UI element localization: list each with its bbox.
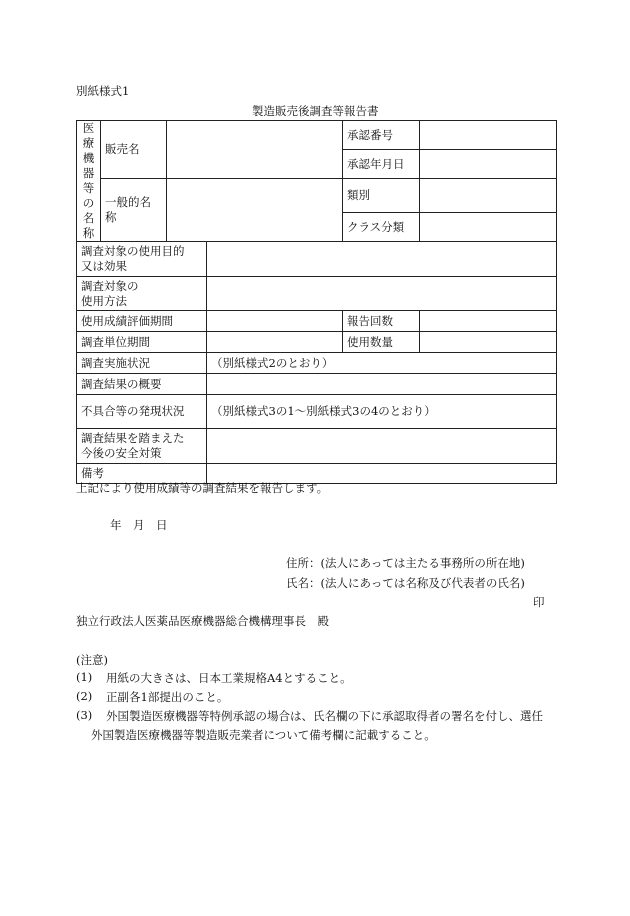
defects-label: 不具合等の発現状況: [77, 395, 207, 429]
status-label: 調査実施状況: [77, 353, 207, 374]
addressee: 独立行政法人医薬品医療機器総合機構理事長 殿: [76, 614, 329, 628]
category-label: 類別: [343, 179, 420, 213]
method-label: 調査対象の 使用方法: [77, 277, 207, 311]
address-line: 住所：(法人にあっては主たる事務所の所在地): [286, 556, 525, 570]
approval-date-value[interactable]: [420, 150, 557, 179]
note-2: 正副各1部提出のこと。: [106, 690, 229, 704]
status-value: （別紙様式2のとおり）: [207, 353, 557, 374]
safety-value[interactable]: [207, 429, 557, 464]
defects-value: （別紙様式3の1～別紙様式3の4のとおり）: [207, 395, 557, 429]
approval-no-label: 承認番号: [343, 121, 420, 150]
summary-value[interactable]: [207, 374, 557, 395]
note-1: 用紙の大きさは、日本工業規格A4とすること。: [106, 671, 352, 685]
note-1-number: (1): [76, 670, 93, 684]
report-count-label: 報告回数: [343, 311, 420, 332]
sales-name-value[interactable]: [167, 121, 343, 179]
statement: 上記により使用成績等の調査結果を報告します。: [76, 481, 329, 495]
eval-period-value[interactable]: [207, 311, 343, 332]
summary-label: 調査結果の概要: [77, 374, 207, 395]
report-table: [76, 120, 557, 484]
eval-period-label: 使用成績評価期間: [77, 311, 207, 332]
usage-count-label: 使用数量: [343, 332, 420, 353]
general-name-value[interactable]: [167, 179, 343, 242]
page-title: 製造販売後調査等報告書: [252, 104, 379, 118]
report-count-value[interactable]: [420, 311, 557, 332]
remarks-label: 備考: [77, 464, 207, 484]
seal-mark: 印: [533, 595, 545, 609]
sales-name-label: 販売名: [101, 121, 167, 179]
date-line: 年 月 日: [110, 518, 168, 532]
form-id: 別紙様式1: [76, 84, 130, 98]
notes-heading: (注意): [76, 653, 108, 667]
category-value[interactable]: [420, 179, 557, 213]
device-name-header: 医 療 機 器 等 の 名 称: [77, 121, 101, 242]
method-value[interactable]: [207, 277, 557, 311]
note-3-number: (3): [76, 708, 93, 722]
purpose-value[interactable]: [207, 242, 557, 277]
note-3-line-2: 外国製造医療機器等製造販売業者について備考欄に記載すること。: [91, 728, 436, 742]
usage-count-value[interactable]: [420, 332, 557, 353]
unit-period-value[interactable]: [207, 332, 343, 353]
approval-date-label: 承認年月日: [343, 150, 420, 179]
purpose-label: 調査対象の使用目的 又は効果: [77, 242, 207, 277]
unit-period-label: 調査単位期間: [77, 332, 207, 353]
safety-label: 調査結果を踏まえた 今後の安全対策: [77, 429, 207, 464]
note-2-number: (2): [76, 689, 93, 703]
class-label: クラス分類: [343, 213, 420, 242]
note-3-line-1: 外国製造医療機器等特例承認の場合は、氏名欄の下に承認取得者の署名を付し、選任: [106, 709, 543, 723]
approval-no-value[interactable]: [420, 121, 557, 150]
name-line: 氏名：(法人にあっては名称及び代表者の氏名): [286, 576, 525, 590]
general-name-label: 一般的名称: [101, 179, 167, 242]
class-value[interactable]: [420, 213, 557, 242]
